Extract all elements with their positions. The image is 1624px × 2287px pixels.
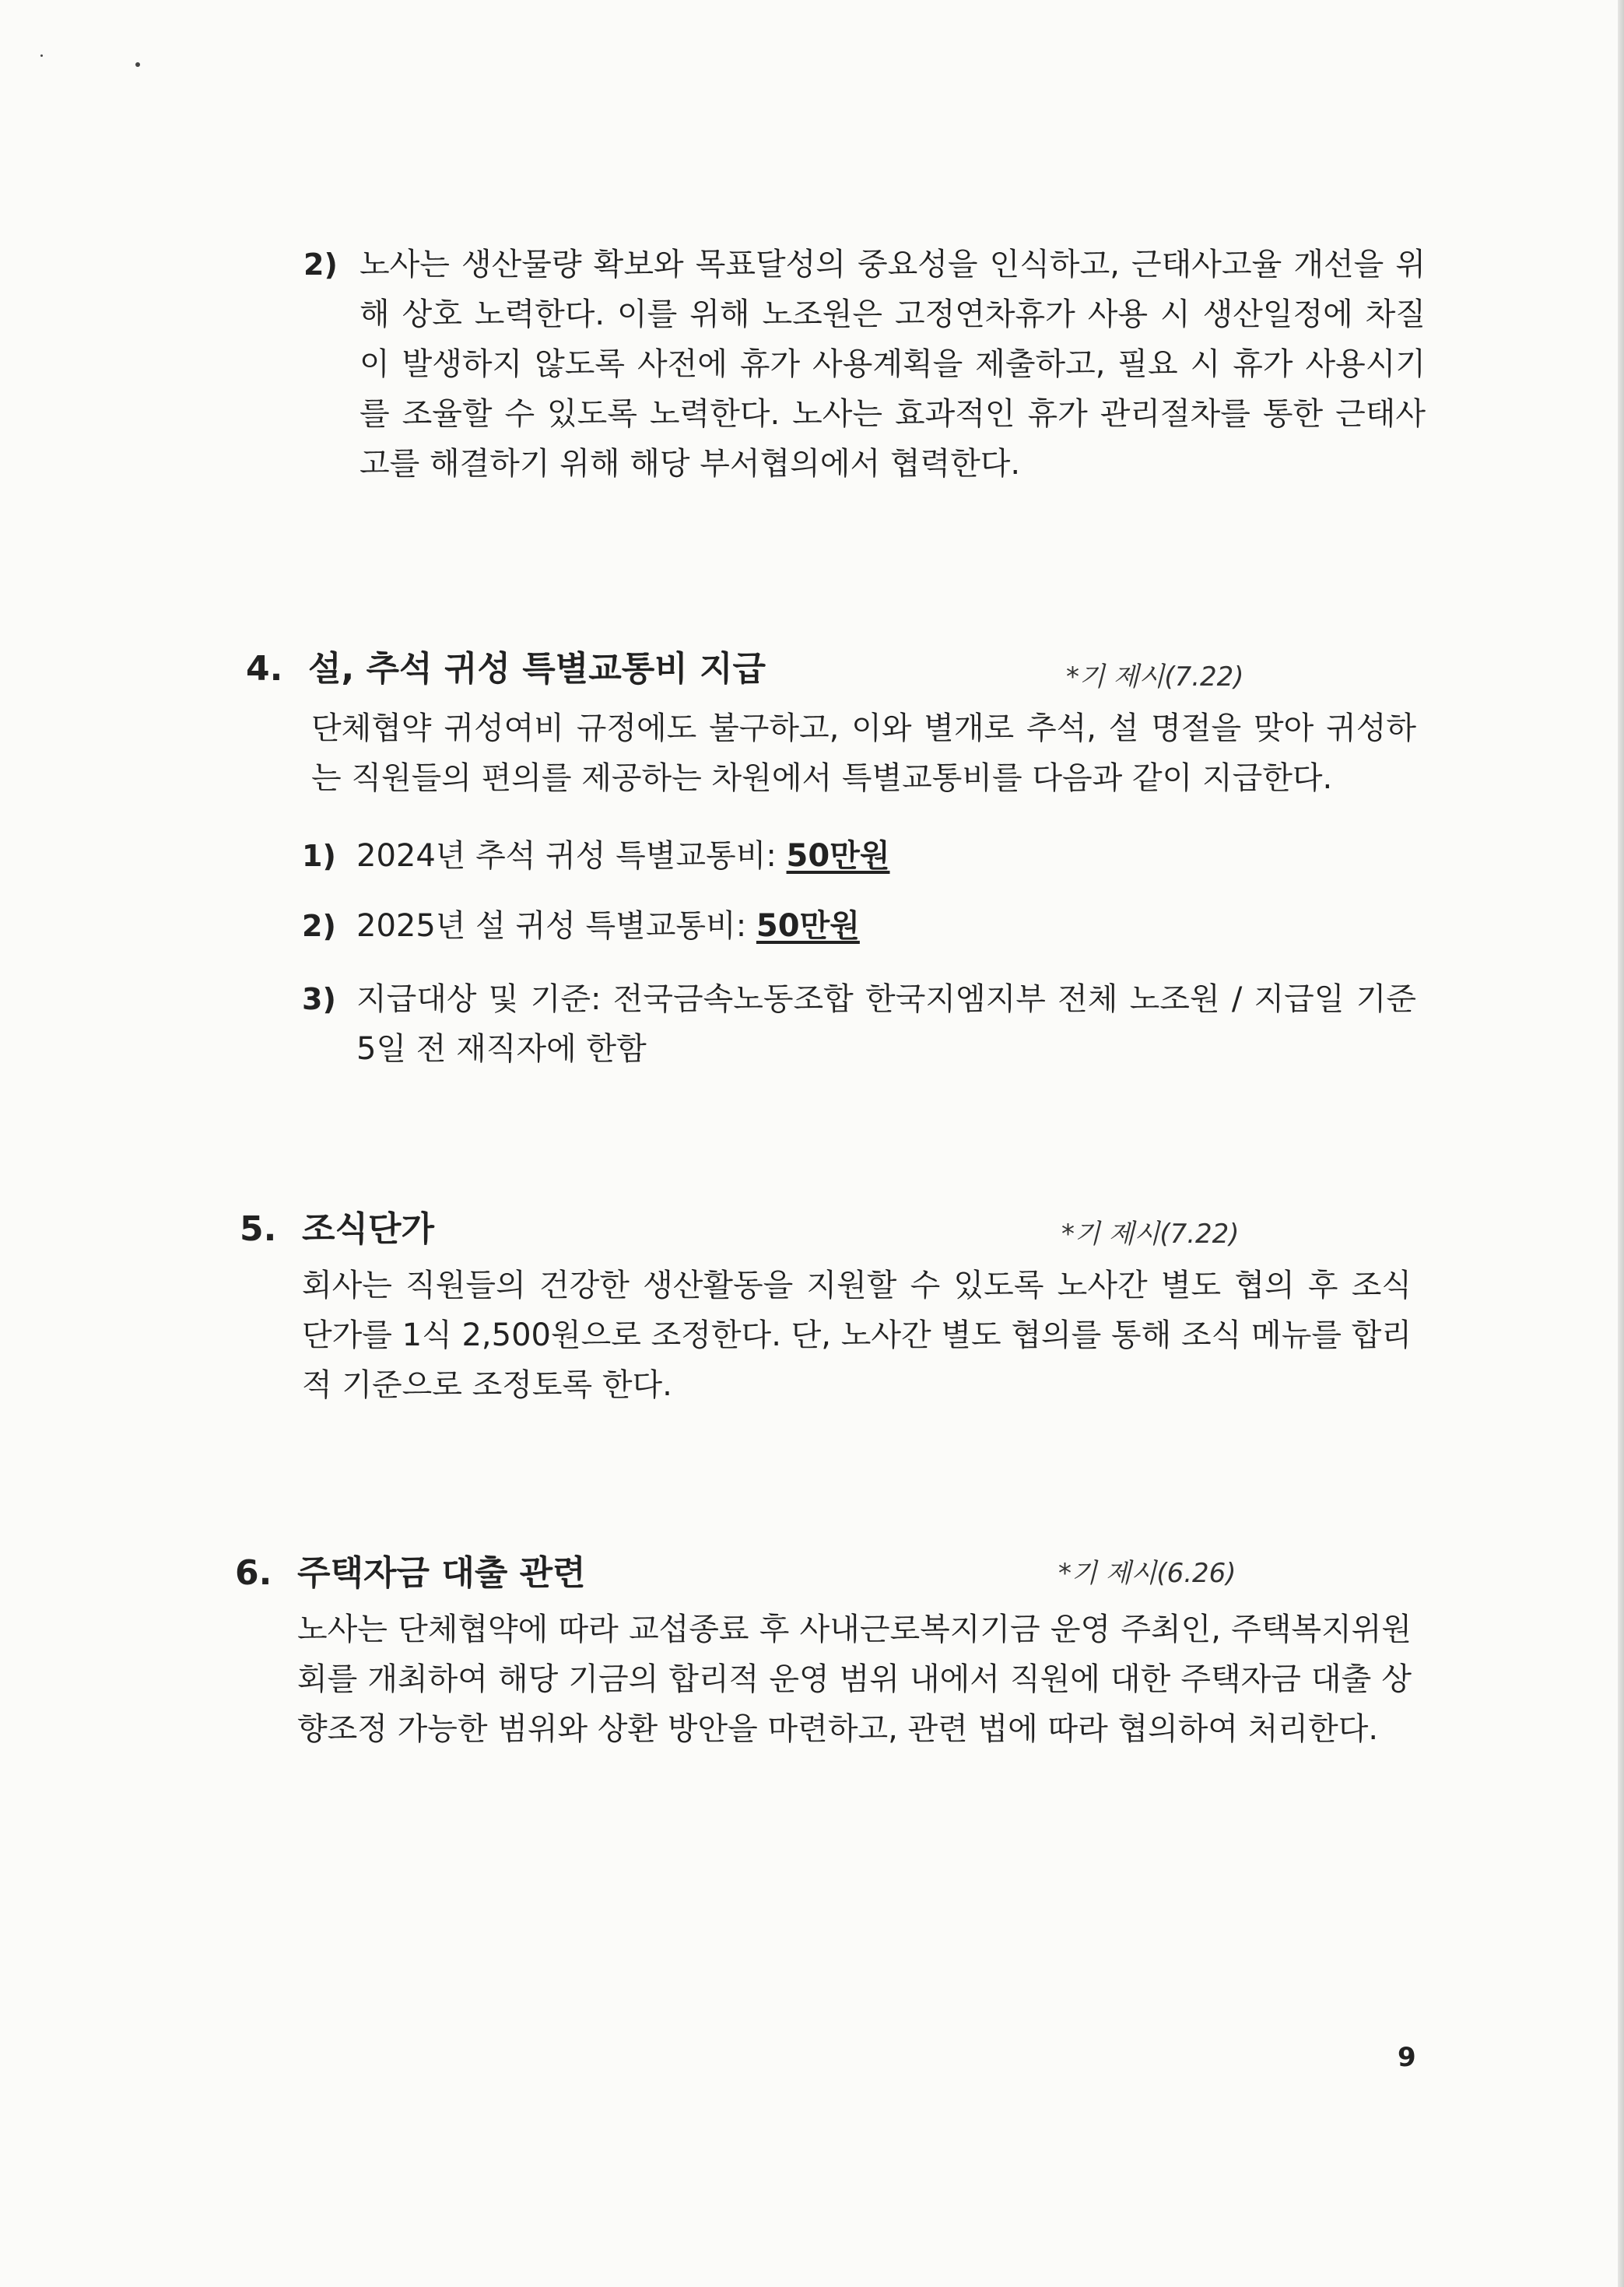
section5-note: *기 제시(7.22)	[1061, 1219, 1240, 1250]
scan-speck	[135, 62, 140, 67]
section4-heading	[246, 644, 766, 694]
section4-item2-label: 2025년 설 귀성 특별교통비:	[356, 908, 756, 944]
page-edge-shadow	[1618, 0, 1624, 2287]
item-number: 2)	[303, 247, 338, 282]
section6-body: 노사는 단체협약에 따라 교섭종료 후 사내근로복지기금 운영 주최인, 주택복지위원회를 개최하여 해당 기금의 합리적 운영 범위 내에서 직원에 대한 주택자금 대출 상향조정 가능한 범위와 상환 방안을 마련하고, 관련 법에 따라 협의하여 처리한다.	[297, 1612, 1412, 1747]
section4-item3-text: 지급대상 및 기준: 전국금속노동조합 한국지엠지부 전체 노조원 / 지급일 기준 5일 전 재직자에 한함	[356, 981, 1416, 1067]
section5-number: 5.	[240, 1209, 277, 1249]
section4-note: *기 제시(7.22)	[1066, 661, 1244, 693]
section4-title: 설, 추석 귀성 특별교통비 지급	[308, 649, 766, 689]
section4-number: 4.	[246, 649, 283, 689]
section4-item2-amount: 50만원	[756, 908, 860, 944]
section4-item3-number: 3)	[302, 982, 336, 1016]
section6-heading	[235, 1549, 586, 1598]
section6-title: 주택자금 대출 관련	[297, 1553, 586, 1593]
section4-item1-number: 1)	[302, 839, 336, 873]
section4-item1-amount: 50만원	[786, 838, 890, 874]
page-number: 9	[1398, 2042, 1416, 2073]
section5-title: 조식단가	[302, 1209, 435, 1249]
section5-body: 회사는 직원들의 건강한 생산활동을 지원할 수 있도록 노사간 별도 협의 후 조식 단가를 1식 2,500원으로 조정한다. 단, 노사간 별도 협의를 통해 조식 메뉴를 합리적 기준으로 조정토록 한다.	[302, 1268, 1412, 1403]
section6-note: *기 제시(6.26)	[1058, 1558, 1236, 1589]
section4-item1	[356, 831, 890, 881]
section6-number: 6.	[235, 1553, 272, 1593]
section4-item1-label: 2024년 추석 귀성 특별교통비:	[356, 838, 787, 874]
section4-body: 단체협약 귀성여비 규정에도 불구하고, 이와 별개로 추석, 설 명절을 맞아 귀성하는 직원들의 편의를 제공하는 차원에서 특별교통비를 다음과 같이 지급한다.	[311, 710, 1416, 796]
scan-speck	[40, 54, 43, 57]
section5-heading	[240, 1205, 434, 1254]
section4-item2-number: 2)	[302, 909, 336, 943]
section3-item2-text: 노사는 생산물량 확보와 목표달성의 중요성을 인식하고, 근태사고율 개선을 위해 상호 노력한다. 이를 위해 노조원은 고정연차휴가 사용 시 생산일정에 차질이 발생하지 않도록 사전에 휴가 사용계획을 제출하고, 필요 시 휴가 사용시기를 조율할 수 있도록 노력한다. 노사는 효과적인 휴가 관리절차를 통한 근태사고를 해결하기 위해 해당 부서협의에서 협력한다.	[360, 247, 1426, 482]
section4-item2	[356, 901, 860, 951]
